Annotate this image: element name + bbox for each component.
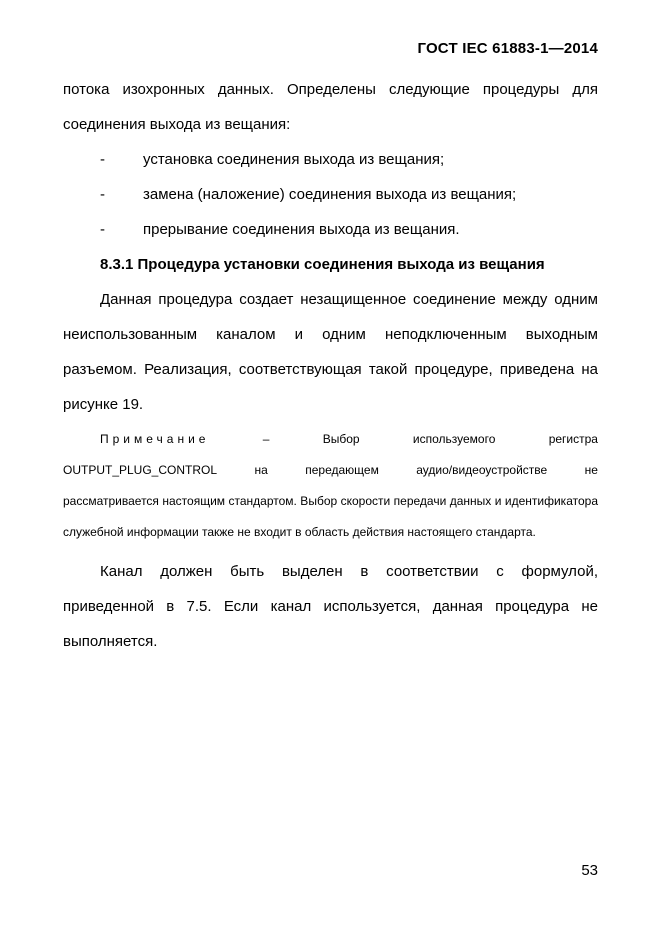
list-dash: - (100, 186, 105, 203)
list-dash: - (100, 221, 105, 238)
note-word: Выбор (322, 432, 360, 446)
note-word: регистра (548, 432, 598, 446)
list-item-text: установка соединения выхода из вещания; (143, 151, 445, 168)
note-word: – (262, 432, 270, 446)
page-number: 53 (581, 862, 598, 879)
note-continuation: рассматривается настоящим стандартом. Выбор скорости передачи данных и идентификатора служебной информации также не входит в область действия настоящего стандарта. (63, 494, 598, 539)
section-body-paragraph: Данная процедура создает незащищенное соединение между одним неиспользованным каналом и одним неподключенным выходным разъемом. Реализация, соответствующая такой процедуре, приведена на рисунке 19. (63, 291, 598, 413)
note-label: Примечание (100, 432, 210, 446)
note-word: на (254, 463, 268, 477)
note-word: не (584, 463, 598, 477)
note-word: передающем (305, 463, 379, 477)
page-content (63, 72, 598, 659)
list-item (63, 142, 598, 177)
closing-paragraph: Канал должен быть выделен в соответствии с формулой, приведенной в 7.5. Если канал используется, данная процедура не выполняется. (63, 563, 598, 650)
list-item (63, 177, 598, 212)
note-line-2 (63, 455, 598, 486)
note-word: аудио/видеоустройстве (416, 463, 548, 477)
note-line-1 (63, 424, 598, 455)
list-dash: - (100, 151, 105, 168)
note-word: используемого (412, 432, 496, 446)
list-item (63, 212, 598, 247)
list-item-text: замена (наложение) соединения выхода из вещания; (143, 186, 517, 203)
document-code-header: ГОСТ IEC 61883-1—2014 (417, 40, 598, 57)
intro-paragraph: потока изохронных данных. Определены следующие процедуры для соединения выхода из вещания: (63, 81, 598, 133)
procedure-list (63, 142, 598, 247)
note-word: OUTPUT_PLUG_CONTROL (63, 463, 218, 477)
list-item-text: прерывание соединения выхода из вещания. (143, 221, 460, 238)
section-heading: 8.3.1 Процедура установки соединения выхода из вещания (100, 256, 545, 273)
